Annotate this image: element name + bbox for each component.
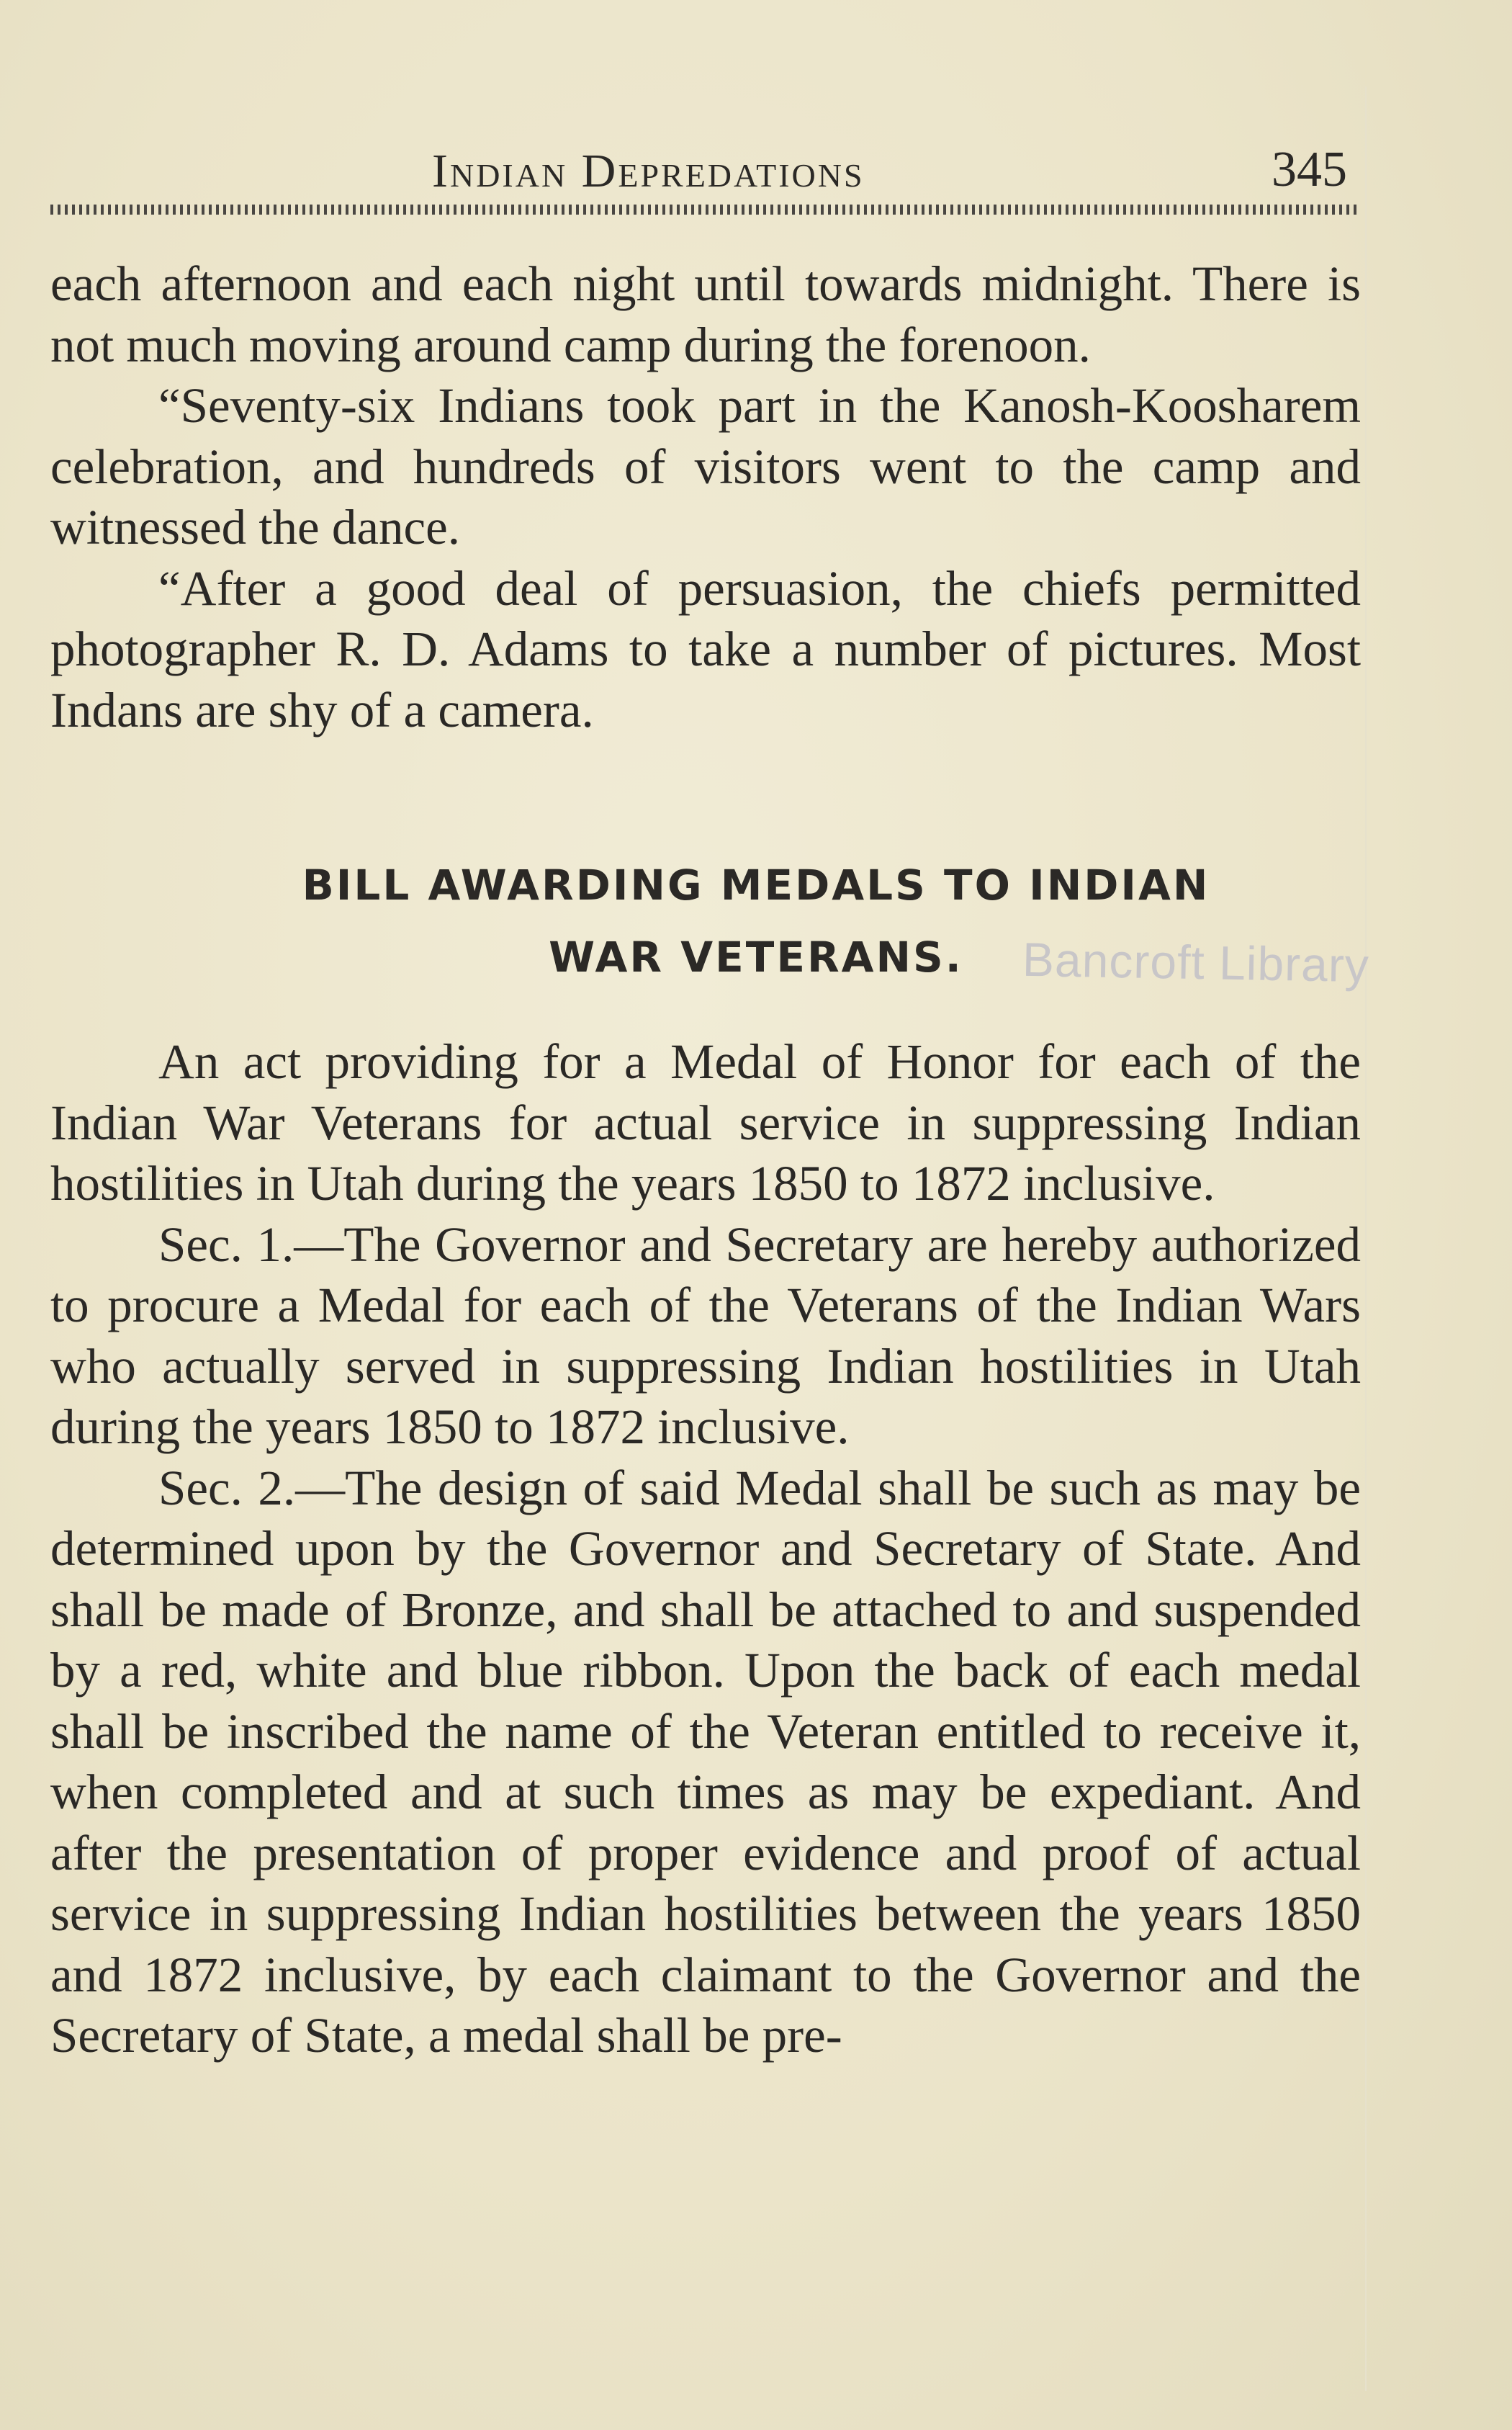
paragraph-photographer: “After a good deal of persuasion, the chiefs permitted photographer R. D. Adams to take a number of pictures. Most Indans are shy of a camera.: [50, 560, 1361, 737]
page-edge-line: [1365, 86, 1367, 2391]
top-text-block: [50, 254, 1361, 740]
paragraph-continuation: each afternoon and each night until towards midnight. There is not much moving around camp during the forenoon.: [50, 256, 1361, 372]
paragraph-act-intro: An act providing for a Medal of Honor for each of the Indian War Veterans for actual service in suppressing Indian hostilities in Utah during the years 1850 to 1872 inclusive.: [50, 1034, 1361, 1211]
header-rule: [50, 205, 1361, 215]
page-header: [0, 134, 1512, 199]
paragraph-section-1: Sec. 1.—The Governor and Secretary are hereby authorized to procure a Medal for each of the Veterans of the Indian Wars who actually served in suppressing Indian hostilities in Utah during the years 1850 to 1872 inclusive.: [50, 1216, 1361, 1454]
paragraph-section-2: Sec. 2.—The design of said Medal shall be such as may be determined upon by the Governor and Secretary of State. And shall be made of Bronze, and shall be attached to and suspended by a red, white and blue ribbon. Upon the back of each medal shall be inscribed the name of the Veteran entitled to receive it, when completed and at such times as may be expediant. And after the presentation of proper evidence and proof of actual service in suppressing Indian hostilities between the years 1850 and 1872 inclusive, by each claimant to the Governor and the Secretary of State, a medal shall be pre-: [50, 1460, 1361, 2063]
section-heading-line-2: WAR VETERANS.: [549, 933, 963, 982]
bill-text-block: [50, 1031, 1361, 2066]
running-head: Indian Depredations: [432, 145, 865, 197]
library-stamp: Bancroft Library: [1022, 932, 1370, 992]
page-number: 345: [1272, 142, 1347, 197]
section-heading-line-1: BILL AWARDING MEDALS TO INDIAN: [302, 861, 1210, 910]
paragraph-kanosh-celebration: “Seventy-six Indians took part in the Kanosh-Koosharem celebration, and hundreds of visitors went to the camp and witnessed the dance.: [50, 378, 1361, 555]
